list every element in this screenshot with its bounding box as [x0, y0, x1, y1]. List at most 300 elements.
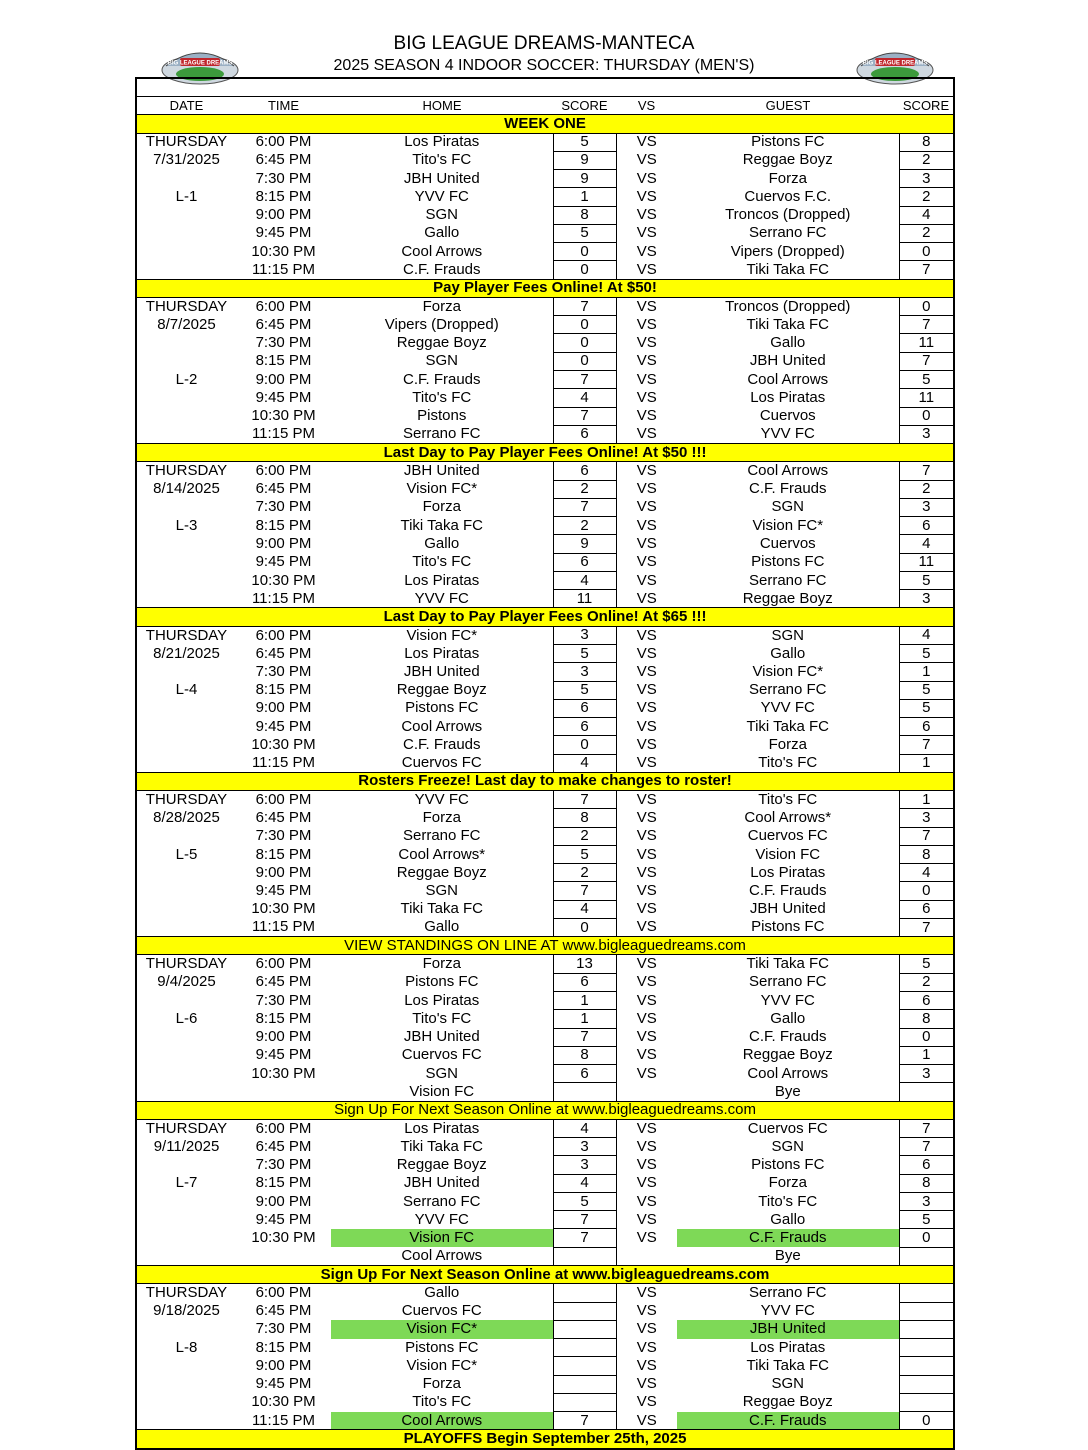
game-row	[136, 1284, 954, 1302]
vs-label: VS	[636, 1210, 657, 1228]
game-row	[136, 261, 954, 279]
col-header-guest: GUEST	[677, 97, 899, 115]
guest-team: Vision FC*	[752, 516, 824, 534]
guest-score: 11	[899, 389, 954, 407]
guest-team: Tito's FC	[758, 790, 818, 808]
game-time: 9:00 PM	[255, 863, 312, 881]
vs-label: VS	[636, 735, 657, 753]
home-team: Forza	[422, 297, 461, 315]
vs-label: VS	[636, 388, 657, 406]
guest-team: Tito's FC	[758, 1192, 818, 1210]
game-date	[136, 1412, 236, 1430]
guest-score	[899, 1247, 954, 1265]
game-row	[136, 1138, 954, 1156]
vs-label: VS	[636, 480, 657, 498]
game-time: 11:15 PM	[251, 589, 316, 607]
game-date	[136, 900, 236, 918]
home-score	[553, 1284, 616, 1302]
banner-row	[136, 937, 954, 955]
guest-score: 7	[899, 736, 954, 754]
home-team: Gallo	[424, 535, 460, 552]
game-row	[136, 681, 954, 699]
game-date: L-8	[175, 1338, 198, 1356]
home-score: 5	[553, 845, 616, 863]
home-team: Tiki Taka FC	[400, 516, 483, 534]
guest-score: 0	[899, 1412, 954, 1430]
guest-score: 8	[899, 133, 954, 151]
vs-label: VS	[636, 1284, 657, 1302]
game-date	[136, 243, 236, 261]
game-time: 9:45 PM	[255, 882, 312, 900]
guest-score: 6	[899, 718, 954, 736]
vs-label: VS	[636, 462, 657, 480]
game-date: L-5	[175, 845, 198, 863]
home-score: 7	[553, 1229, 616, 1247]
guest-team: Cuervos	[759, 535, 816, 552]
vs-label: VS	[636, 882, 657, 900]
game-date	[136, 918, 236, 936]
guest-team: Tito's FC	[758, 754, 818, 771]
game-row	[136, 370, 954, 388]
game-date	[136, 1156, 236, 1174]
home-score: 13	[553, 955, 616, 973]
home-team: YVV FC	[414, 1210, 469, 1228]
game-row	[136, 1302, 954, 1320]
guest-team: Vipers (Dropped)	[730, 242, 845, 260]
home-score: 1	[553, 992, 616, 1010]
home-team: Pistons FC	[405, 1338, 479, 1356]
game-time: 10:30 PM	[251, 407, 316, 425]
vs-label: VS	[636, 1320, 657, 1338]
guest-team: SGN	[771, 626, 804, 644]
home-score	[553, 1302, 616, 1320]
col-header-time: TIME	[236, 97, 331, 115]
vs-label: VS	[636, 1064, 657, 1082]
game-row	[136, 188, 954, 206]
game-row	[136, 992, 954, 1010]
guest-team: SGN	[771, 498, 804, 516]
game-time: 6:00 PM	[255, 626, 312, 644]
guest-score: 5	[899, 681, 954, 699]
game-row	[136, 297, 954, 315]
vs-label: VS	[636, 991, 657, 1009]
guest-team: Tiki Taka FC	[746, 717, 829, 735]
game-time: 9:00 PM	[255, 370, 312, 388]
home-team: Cool Arrows*	[398, 845, 486, 863]
game-time: 6:00 PM	[255, 297, 312, 315]
game-date	[136, 736, 236, 754]
vs-label: VS	[636, 169, 657, 187]
vs-label: VS	[636, 1192, 657, 1210]
home-score	[553, 1357, 616, 1375]
game-time: 11:15 PM	[251, 918, 316, 936]
game-date: 8/14/2025	[153, 480, 220, 498]
vs-label: VS	[636, 589, 657, 607]
home-score: 11	[553, 590, 616, 608]
home-team: Gallo	[424, 918, 460, 936]
guest-team: Tiki Taka FC	[746, 1356, 829, 1374]
game-time: 7:30 PM	[255, 827, 312, 845]
game-date: 8/7/2025	[157, 315, 216, 333]
game-time: 9:00 PM	[255, 1192, 312, 1210]
home-score: 9	[553, 151, 616, 169]
game-row	[136, 389, 954, 407]
home-score: 7	[553, 882, 616, 900]
game-time: 6:45 PM	[255, 151, 312, 169]
vs-label: VS	[636, 699, 657, 717]
guest-score: 4	[899, 864, 954, 882]
vs-label	[616, 1247, 677, 1265]
banner-text: PLAYOFFS Begin September 25th, 2025	[136, 1430, 954, 1449]
guest-score: 2	[899, 224, 954, 242]
game-date: L-2	[175, 370, 198, 388]
guest-score: 0	[899, 297, 954, 315]
home-score: 6	[553, 1065, 616, 1083]
guest-team: Pistons FC	[751, 133, 825, 151]
home-score	[553, 1083, 616, 1101]
game-date: 9/4/2025	[157, 973, 216, 991]
vs-label: VS	[636, 571, 657, 589]
vs-label: VS	[636, 535, 657, 552]
guest-score: 2	[899, 973, 954, 991]
vs-label: VS	[636, 1338, 657, 1356]
game-time: 6:45 PM	[255, 1302, 312, 1320]
game-row	[136, 1211, 954, 1229]
home-team: Cuervos FC	[401, 754, 482, 771]
home-team: Vision FC*	[406, 480, 478, 498]
game-row	[136, 517, 954, 535]
guest-team: Cool Arrows	[747, 370, 829, 388]
game-row	[136, 663, 954, 681]
banner-row	[136, 444, 954, 462]
game-time: 6:00 PM	[255, 462, 312, 480]
game-time: 8:15 PM	[255, 1338, 312, 1356]
home-team: Forza	[422, 955, 461, 973]
game-date	[136, 1375, 236, 1393]
game-time: 9:45 PM	[255, 1046, 312, 1064]
game-date	[136, 590, 236, 608]
home-score: 0	[553, 334, 616, 352]
game-time: 6:00 PM	[255, 1119, 312, 1137]
guest-team: Forza	[768, 1174, 807, 1192]
game-time: 9:45 PM	[255, 553, 312, 571]
game-row	[136, 571, 954, 589]
home-team: Los Piratas	[404, 644, 480, 662]
game-row	[136, 170, 954, 188]
game-row	[136, 1083, 954, 1101]
home-team: Cool Arrows	[401, 1247, 483, 1265]
game-row	[136, 224, 954, 242]
home-team: C.F. Frauds	[402, 370, 481, 388]
vs-label: VS	[636, 1156, 657, 1174]
guest-score: 8	[899, 845, 954, 863]
game-time: 7:30 PM	[255, 169, 312, 187]
vs-label: VS	[636, 334, 657, 352]
page-title: BIG LEAGUE DREAMS-MANTECA	[393, 33, 695, 54]
home-team: Forza	[422, 498, 461, 516]
home-team: Tito's FC	[412, 388, 472, 406]
guest-score: 5	[899, 370, 954, 388]
guest-score: 0	[899, 407, 954, 425]
game-date	[136, 827, 236, 845]
guest-team: C.F. Frauds	[748, 882, 827, 900]
guest-score: 6	[899, 1156, 954, 1174]
game-time: 9:45 PM	[255, 224, 312, 242]
page-subtitle: 2025 SEASON 4 INDOOR SOCCER: THURSDAY (MEN'S)	[333, 57, 755, 74]
home-team: JBH United	[403, 462, 480, 480]
guest-score	[899, 1393, 954, 1411]
home-score: 4	[553, 389, 616, 407]
vs-label: VS	[636, 1393, 657, 1411]
guest-score: 5	[899, 644, 954, 662]
guest-score: 5	[899, 571, 954, 589]
game-date: THURSDAY	[145, 626, 228, 644]
guest-team: JBH United	[749, 900, 826, 918]
vs-label: VS	[636, 1119, 657, 1137]
home-team: Tito's FC	[412, 151, 472, 169]
game-time: 8:15 PM	[255, 1009, 312, 1027]
guest-score: 2	[899, 151, 954, 169]
game-row	[136, 590, 954, 608]
vs-label: VS	[636, 242, 657, 260]
home-score: 7	[553, 498, 616, 516]
game-time: 10:30 PM	[251, 1229, 316, 1247]
game-row	[136, 1229, 954, 1247]
guest-score	[899, 1302, 954, 1320]
guest-team: YVV FC	[760, 425, 815, 443]
banner-row	[136, 608, 954, 626]
game-row	[136, 206, 954, 224]
guest-team: Vision FC*	[752, 662, 824, 680]
game-date	[136, 425, 236, 443]
game-date: THURSDAY	[145, 1119, 228, 1137]
guest-team: JBH United	[677, 1320, 899, 1338]
home-team: Reggae Boyz	[396, 1156, 487, 1174]
vs-label: VS	[636, 681, 657, 699]
vs-label: VS	[636, 151, 657, 169]
game-row	[136, 1174, 954, 1192]
game-row	[136, 535, 954, 553]
home-team: JBH United	[403, 662, 480, 680]
home-score: 7	[553, 297, 616, 315]
vs-label: VS	[636, 1028, 657, 1046]
home-score: 0	[553, 243, 616, 261]
game-time: 9:45 PM	[255, 717, 312, 735]
guest-team: Vision FC	[755, 845, 821, 863]
home-score: 4	[553, 900, 616, 918]
guest-team: C.F. Frauds	[748, 1028, 827, 1046]
game-date: L-3	[175, 516, 198, 534]
col-header-home: HOME	[331, 97, 553, 115]
game-time: 11:15 PM	[251, 1411, 316, 1429]
game-row	[136, 754, 954, 772]
home-score: 1	[553, 1010, 616, 1028]
guest-team: Gallo	[770, 334, 806, 352]
game-date	[136, 1192, 236, 1210]
game-row	[136, 882, 954, 900]
vs-label: VS	[636, 1046, 657, 1064]
banner-text: Sign Up For Next Season Online at www.bigleaguedreams.com	[136, 1266, 954, 1284]
banner-row	[136, 115, 954, 133]
guest-score: 3	[899, 498, 954, 516]
banner-text: Last Day to Pay Player Fees Online! At $50 !!!	[136, 444, 954, 462]
guest-score: 5	[899, 955, 954, 973]
home-score: 4	[553, 1174, 616, 1192]
game-date	[136, 261, 236, 279]
game-row	[136, 1375, 954, 1393]
home-score: 7	[553, 407, 616, 425]
game-date: 9/18/2025	[153, 1302, 220, 1320]
guest-score: 2	[899, 188, 954, 206]
home-team: Forza	[422, 808, 461, 826]
guest-team: YVV FC	[760, 699, 815, 717]
guest-team: Los Piratas	[750, 1338, 826, 1356]
home-score: 0	[553, 736, 616, 754]
guest-score: 7	[899, 918, 954, 936]
banner-row	[136, 1430, 954, 1449]
vs-label: VS	[636, 973, 657, 991]
guest-score: 0	[899, 882, 954, 900]
guest-team: Tiki Taka FC	[746, 315, 829, 333]
guest-team: Troncos (Dropped)	[725, 206, 851, 224]
game-date: 8/21/2025	[153, 644, 220, 662]
vs-label: VS	[636, 425, 657, 443]
game-time: 10:30 PM	[251, 735, 316, 753]
game-date	[136, 1046, 236, 1064]
guest-team: C.F. Frauds	[748, 480, 827, 498]
guest-score: 0	[899, 1229, 954, 1247]
guest-score: 7	[899, 1119, 954, 1137]
guest-score	[899, 1083, 954, 1101]
home-score: 9	[553, 535, 616, 553]
home-team: SGN	[425, 352, 458, 370]
game-time: 6:00 PM	[255, 790, 312, 808]
guest-team: Serrano FC	[748, 224, 827, 242]
home-score: 6	[553, 553, 616, 571]
banner-row	[136, 279, 954, 297]
home-score: 0	[553, 261, 616, 279]
home-team: Vision FC	[409, 1082, 475, 1100]
home-team: YVV FC	[414, 187, 469, 205]
vs-label: VS	[636, 827, 657, 845]
game-date	[136, 864, 236, 882]
game-time: 9:00 PM	[255, 699, 312, 717]
schedule-table	[135, 77, 955, 1450]
guest-score: 1	[899, 1046, 954, 1064]
game-date	[136, 352, 236, 370]
game-row	[136, 553, 954, 571]
home-score: 2	[553, 480, 616, 498]
guest-team: Serrano FC	[748, 1284, 827, 1302]
home-team: Cuervos FC	[401, 1046, 482, 1064]
game-row	[136, 480, 954, 498]
game-time: 7:30 PM	[255, 991, 312, 1009]
game-date	[136, 389, 236, 407]
game-row	[136, 316, 954, 334]
guest-team: Forza	[768, 169, 807, 187]
guest-team: Serrano FC	[748, 973, 827, 991]
vs-label: VS	[636, 1356, 657, 1374]
home-score: 3	[553, 663, 616, 681]
guest-score: 8	[899, 1010, 954, 1028]
vs-label: VS	[636, 1375, 657, 1393]
vs-label: VS	[636, 754, 657, 771]
col-header-guest-score: SCORE	[899, 97, 954, 115]
game-date	[136, 1083, 236, 1101]
guest-team: Cool Arrows*	[744, 808, 832, 826]
home-team: Vision FC*	[331, 1320, 553, 1338]
home-team: SGN	[425, 1064, 458, 1082]
home-team: Gallo	[424, 1284, 460, 1302]
game-time: 9:45 PM	[255, 1210, 312, 1228]
home-score: 7	[553, 370, 616, 388]
game-date: THURSDAY	[145, 1284, 228, 1302]
home-team: Cool Arrows	[331, 1412, 553, 1430]
game-row	[136, 973, 954, 991]
game-row	[136, 1339, 954, 1357]
home-team: Serrano FC	[402, 827, 481, 845]
banner-text: WEEK ONE	[136, 115, 954, 133]
vs-label: VS	[636, 1009, 657, 1027]
game-time: 11:15 PM	[251, 754, 316, 771]
vs-label: VS	[636, 516, 657, 534]
banner-row	[136, 1266, 954, 1284]
game-date	[136, 553, 236, 571]
game-time: 9:00 PM	[255, 535, 312, 552]
guest-team: Bye	[774, 1082, 801, 1100]
game-date	[136, 170, 236, 188]
svg-text:BIG LEAGUE DREAMS: BIG LEAGUE DREAMS	[862, 60, 928, 67]
game-time: 10:30 PM	[251, 1393, 316, 1411]
game-date: THURSDAY	[145, 462, 228, 480]
banner-text: Rosters Freeze! Last day to make changes to roster!	[136, 772, 954, 790]
game-row	[136, 407, 954, 425]
home-team: SGN	[425, 882, 458, 900]
game-row	[136, 352, 954, 370]
banner-text: Pay Player Fees Online! At $50!	[136, 279, 954, 297]
home-score: 5	[553, 1192, 616, 1210]
game-time: 6:00 PM	[255, 955, 312, 973]
home-team: Reggae Boyz	[396, 334, 487, 352]
vs-label: VS	[636, 626, 657, 644]
home-team: Los Piratas	[404, 991, 480, 1009]
guest-team: C.F. Frauds	[677, 1229, 899, 1247]
game-date	[136, 1247, 236, 1265]
home-team: Cool Arrows	[401, 242, 483, 260]
home-score: 9	[553, 170, 616, 188]
home-team: Tiki Taka FC	[400, 1137, 483, 1155]
game-row	[136, 718, 954, 736]
home-score: 0	[553, 316, 616, 334]
game-time: 7:30 PM	[255, 1156, 312, 1174]
home-team: Los Piratas	[404, 133, 480, 151]
game-time: 7:30 PM	[255, 662, 312, 680]
guest-team: Reggae Boyz	[742, 151, 833, 169]
home-score: 6	[553, 973, 616, 991]
game-row	[136, 133, 954, 151]
guest-team: SGN	[771, 1375, 804, 1393]
guest-score: 3	[899, 1192, 954, 1210]
game-time: 6:45 PM	[255, 315, 312, 333]
game-time: 9:45 PM	[255, 388, 312, 406]
game-date	[136, 882, 236, 900]
guest-score	[899, 1357, 954, 1375]
game-time: 10:30 PM	[251, 900, 316, 918]
game-row	[136, 1156, 954, 1174]
game-date: L-4	[175, 681, 198, 699]
col-header-date: DATE	[136, 97, 236, 115]
game-row	[136, 809, 954, 827]
